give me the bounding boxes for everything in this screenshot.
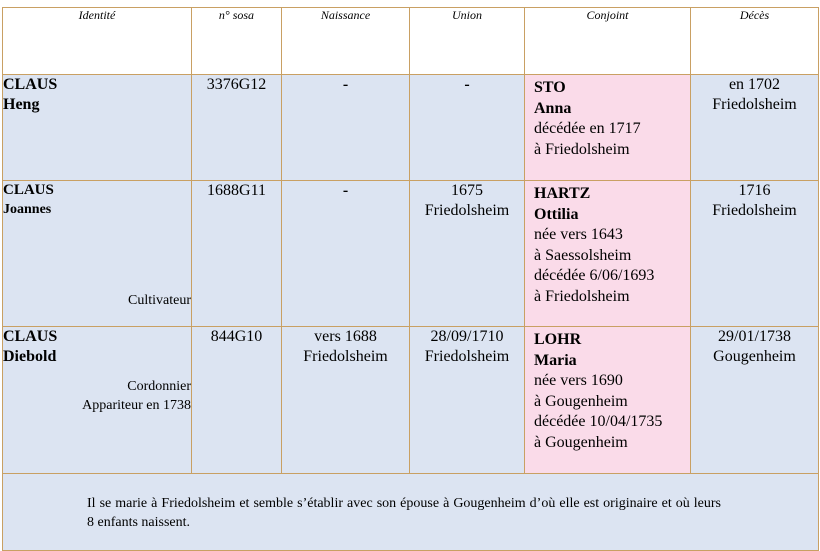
- spouse-cell: [525, 181, 691, 327]
- first-name: Diebold: [3, 348, 57, 365]
- union-line: Friedolsheim: [424, 348, 510, 365]
- sosa-cell: 844G10: [192, 327, 282, 474]
- death-line: 1716: [738, 182, 771, 199]
- last-name: CLAUS: [3, 76, 58, 93]
- first-name: Joannes: [3, 202, 52, 217]
- identity-cell: [3, 75, 192, 181]
- spouse-detail: décédée en 1717: [534, 120, 641, 138]
- occupation: Cordonnier: [127, 379, 191, 394]
- spouse-detail: née vers 1643: [534, 226, 623, 244]
- union-line: Friedolsheim: [424, 202, 510, 219]
- spouse-detail: décédée 10/04/1735: [534, 413, 663, 431]
- last-name: CLAUS: [3, 182, 54, 198]
- spouse-detail: décédée 6/06/1693: [534, 267, 655, 285]
- spouse-last-name: STO: [534, 79, 566, 96]
- death-cell: [691, 327, 819, 474]
- table-row: [3, 327, 819, 474]
- spouse-cell: [525, 75, 691, 181]
- spouse-detail: à Saessolsheim: [534, 246, 632, 264]
- union-line: 28/09/1710: [430, 328, 504, 345]
- header-sosa: n° sosa: [192, 8, 282, 75]
- spouse-detail: née vers 1690: [534, 372, 623, 390]
- spouse-cell: [525, 327, 691, 474]
- identity-cell: [3, 327, 192, 474]
- spouse-first-name: Ottilia: [534, 205, 579, 223]
- table-row: [3, 181, 819, 327]
- birth-line: Friedolsheim: [303, 348, 388, 365]
- occupation: Appariteur en 1738: [82, 398, 191, 413]
- spouse-first-name: Anna: [534, 99, 572, 117]
- union-cell: [410, 181, 525, 327]
- spouse-detail: à Friedolsheim: [534, 287, 630, 305]
- union-cell: -: [410, 75, 525, 181]
- death-line: 29/01/1738: [718, 328, 791, 345]
- header-union: Union: [410, 8, 525, 75]
- spouse-last-name: HARTZ: [534, 185, 591, 202]
- identity-cell: [3, 181, 192, 327]
- first-name: Heng: [3, 96, 40, 113]
- note-text: Il se marie à Friedolsheim et semble s’établir avec son épouse à Gougenheim d’où elle est originaire et où leurs 8 enfants naissent.: [87, 496, 721, 530]
- sosa-cell: 1688G11: [192, 181, 282, 327]
- header-conjoint: Conjoint: [525, 8, 691, 75]
- note-cell: [3, 474, 819, 551]
- spouse-detail: à Friedolsheim: [534, 140, 630, 158]
- death-line: Friedolsheim: [712, 202, 797, 219]
- death-cell: [691, 181, 819, 327]
- union-line: 1675: [451, 182, 483, 199]
- header-naissance: Naissance: [282, 8, 410, 75]
- union-cell: [410, 327, 525, 474]
- spouse-last-name: LOHR: [534, 331, 582, 348]
- spouse-first-name: Maria: [534, 351, 577, 369]
- birth-cell: -: [282, 181, 410, 327]
- last-name: CLAUS: [3, 328, 58, 345]
- death-line: en 1702: [728, 76, 781, 93]
- header-deces: Décès: [691, 8, 819, 75]
- death-cell: [691, 75, 819, 181]
- spouse-detail: à Gougenheim: [534, 392, 628, 410]
- spouse-detail: à Gougenheim: [534, 433, 628, 451]
- table-row: [3, 75, 819, 181]
- death-line: Gougenheim: [713, 348, 796, 365]
- sosa-cell: 3376G12: [192, 75, 282, 181]
- header-row: [3, 8, 819, 75]
- genealogy-table: [2, 7, 819, 551]
- death-line: Friedolsheim: [712, 96, 797, 113]
- birth-cell: -: [282, 75, 410, 181]
- birth-cell: [282, 327, 410, 474]
- note-row: [3, 474, 819, 551]
- header-identite: Identité: [3, 8, 192, 75]
- occupation: Cultivateur: [128, 293, 191, 308]
- birth-line: vers 1688: [314, 328, 377, 345]
